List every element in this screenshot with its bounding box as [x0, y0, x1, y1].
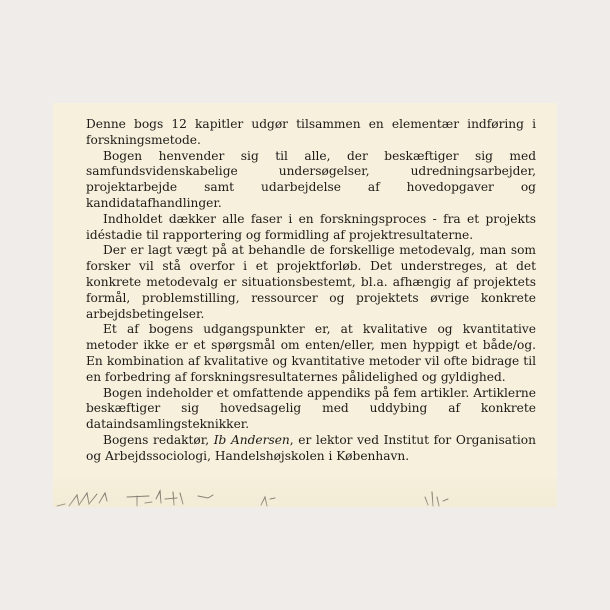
cut-off-handwriting — [53, 463, 557, 507]
scribble-stroke — [99, 493, 107, 503]
editor-name: Ib Andersen — [213, 432, 290, 447]
scribble-stroke — [127, 496, 152, 506]
paragraph-audience: Bogen henvender sig til alle, der beskæftiger sig med samfundsvidenskabelige undersøgelser, udredningsarbejder, projektarbejde samt udarbejdelse af hovedopgaver og kandidatafhandlinger. — [86, 148, 536, 210]
editor-affiliation: , er lektor ved Institut for Organisation og Arbejdssociologi, Handelshøjskolen i København. — [86, 432, 536, 463]
book-back-cover — [53, 103, 557, 507]
editor-intro: Bogens redaktør, — [103, 432, 214, 447]
paragraph-intro: Denne bogs 12 kapitler udgør tilsammen en elementær indføring i forskningsmetode. — [86, 117, 536, 147]
scribble-stroke — [156, 491, 183, 505]
blurb-text — [86, 117, 536, 465]
paragraph-method-choice: Der er lagt vægt på at behandle de forskellige metodevalg, man som forsker vil stå overfor i et projektforløb. Det understreges, at det konkrete metodevalg er situationsbestemt, bl.a. afhængig af projektets formål, problemstilling, ressourcer og projektets øvrige konkrete arbejdsbetingelser. — [86, 243, 536, 321]
paragraph-qual-quant: Et af bogens udgangspunkter er, at kvalitative og kvantitative metoder ikke er et spørgsmål om enten/eller, men hyppigt et både/og. En kombination af kvalitative og kvantitative metoder vil ofte bidrage til en forbedring af forskningsresultaternes pålidelighed og gyldighed. — [86, 322, 536, 384]
paragraph-appendix: Bogen indeholder et omfattende appendiks på fem artikler. Artiklerne beskæftiger sig hovedsagelig med uddybing af konkrete dataindsamlingsteknikker. — [86, 385, 536, 432]
paragraph-editor — [86, 433, 536, 465]
scribble-stroke — [425, 492, 448, 506]
paragraph-content: Indholdet dækker alle faser i en forskningsproces - fra et projekts idéstadie til rapportering og formidling af projektresultaterne. — [86, 211, 536, 242]
scribble-stroke — [198, 495, 213, 498]
scribble-stroke — [57, 504, 65, 506]
scribble-stroke — [69, 493, 97, 506]
scribble-stroke — [261, 497, 275, 506]
